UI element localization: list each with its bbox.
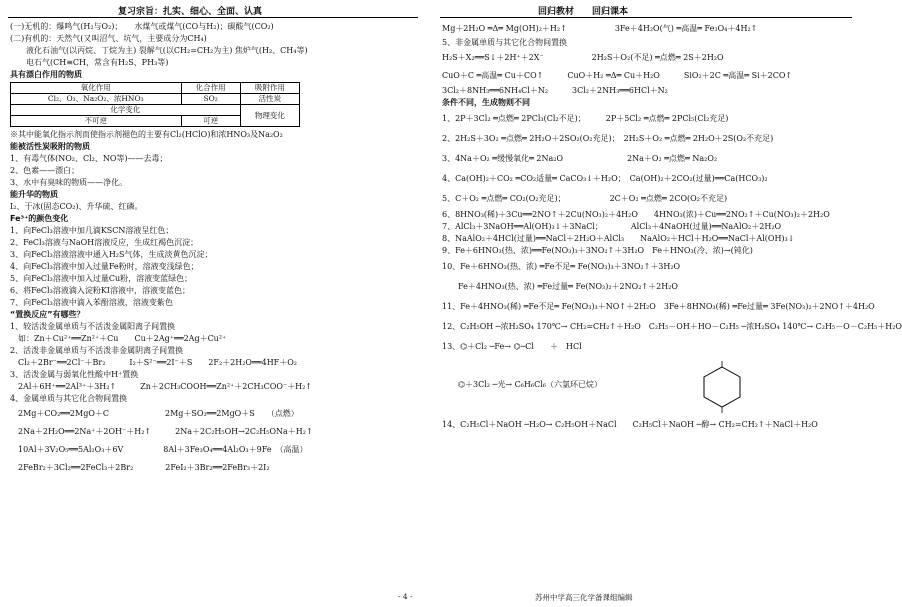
table-cell: 氧化作用 [11, 83, 182, 94]
equation-line: Fe＋4HNO₃(热、浓) ═Fe过量═ Fe(NO₃)₂＋2NO₂↑＋2H₂O [442, 282, 678, 291]
header-rule-left [8, 17, 418, 18]
footer-credit: 苏州中学高三化学备课组编辑 [535, 593, 633, 602]
list-item: 1、较活泼金属单质与不活泼金属阳离子间置换 [10, 322, 176, 331]
list-item: 1、向FeCl₃溶液中加几滴KSCN溶液呈红色； [10, 226, 174, 235]
equation-line: 1、2P＋3Cl₂ ═点燃═ 2PCl₃(Cl₂不足)； 2P＋5Cl₂ ═点燃═ 2PCl₅(Cl₂充足) [442, 114, 729, 123]
list-item: 10Al＋3V₂O₅══5Al₂O₃＋6V 8Al＋3Fe₃O₄══4Al₂O₃＋9Fe （高温） [10, 445, 308, 454]
list-item: 2Al＋6H⁺══2Al³⁺＋3H₂↑ Zn＋2CH₃COOH══Zn²⁺＋2CH₃COO⁻＋H₂↑ [10, 382, 313, 391]
equation-line: 7、AlCl₃＋3NaOH══Al(OH)₃↓＋3NaCl； AlCl₃＋4NaOH(过量)══NaAlO₂＋2H₂O [442, 222, 782, 231]
list-item: 3、水中有臭味的物质——净化。 [10, 178, 128, 187]
list-item: 3、向FeCl₃溶液溶液中通入H₂S气体，生成淡黄色沉淀； [10, 250, 213, 259]
gas-line-4: 电石气(CH≡CH，常含有H₂S、PH₃等) [10, 58, 169, 67]
table-cell: 活性炭 [240, 94, 299, 105]
cyclohexane-ring-icon [692, 359, 752, 415]
list-item: 7、向FeCl₃溶液中滴入苯酚溶液，溶液变紫色 [10, 298, 173, 307]
list-item: 2、色素——漂白； [10, 166, 80, 175]
list-item: 2、FeCl₃溶液与NaOH溶液反应，生成红褐色沉淀； [10, 238, 199, 247]
table-cell: 化学变化 [11, 105, 241, 116]
list-item: 3、活泼金属与弱氧化性酸中H⁺置换 [10, 370, 139, 379]
list-item: 2FeBr₂＋3Cl₂══2FeCl₃＋2Br₂ 2FeI₂＋3Br₂══2FeBr₃＋2I₂ [10, 463, 270, 472]
list-item: 如：Zn＋Cu²⁺══Zn²⁺＋Cu Cu＋2Ag⁺══2Ag＋Cu²⁺ [10, 334, 227, 343]
gas-line-3: 液化石油气(以丙烷、丁烷为主) 裂解气(以CH₂=CH₂为主) 焦炉气(H₂、CH₄等) [10, 46, 308, 55]
carbon-heading: 能被活性炭吸附的物质 [10, 142, 90, 151]
equation-line: 8、NaAlO₂＋4HCl(过量)══NaCl＋2H₂O＋AlCl₃ NaAlO₂＋HCl＋H₂O══NaCl＋Al(OH)₃↓ [442, 234, 795, 243]
replace-heading: “置换反应”有哪些？ [10, 310, 85, 319]
table-cell: 化合作用 [181, 83, 240, 94]
gas-line-1: (一)无机的：爆鸣气(H₂与O₂)； 水煤气或煤气(CO与H₂)；碳酸气(CO₂) [10, 22, 274, 31]
equation-line: H₂S＋X₂══S↓＋2H⁺＋2X⁻ 2H₂S＋O₂(不足) ═点燃═ 2S＋2H₂O [442, 53, 724, 62]
header-right: 回归教材 回归课本 [538, 7, 629, 17]
bleach-note: ※其中能氧化指示剂而使指示剂褪色的主要有Cl₂(HClO)和浓HNO₃及Na₂O₂ [10, 130, 283, 139]
sublime-heading: 能升华的物质 [10, 190, 58, 199]
equation-line: Mg＋2H₂O ═Δ═ Mg(OH)₂＋H₂↑ 3Fe＋4H₂O(气) ═高温═ Fe₃O₄＋4H₂↑ [442, 24, 758, 33]
list-item: 2Mg＋CO₂══2MgO＋C 2Mg＋SO₂══2MgO＋S （点燃） [10, 409, 299, 418]
cond-heading: 条件不同，生成物则不同 [442, 98, 530, 107]
equation-line: 13、⌬＋Cl₂ ─Fe→ ⌬─Cl ＋ HCl [442, 342, 582, 351]
equation-line: 11、Fe＋4HNO₃(稀) ═Fe不足═ Fe(NO₃)₃＋NO↑＋2H₂O 3Fe＋8HNO₃(稀) ═Fe过量═ 3Fe(NO₃)₂＋2NO↑＋4H₂O [442, 302, 875, 311]
bleach-table [10, 82, 300, 127]
sublime-text: I₂、干冰(固态CO₂)、升华硫、红磷。 [10, 202, 143, 211]
equation-line: 4、Ca(OH)₂＋CO₂ ═CO₂适量═ CaCO₃↓＋H₂O； Ca(OH)₂＋2CO₂(过量)══Ca(HCO₃)₂ [442, 174, 768, 183]
header-rule-right [440, 17, 852, 18]
equation-line: 6、8HNO₃(稀)＋3Cu══2NO↑＋2Cu(NO₃)₂＋4H₂O 4HNO₃(浓)＋Cu══2NO₂↑＋Cu(NO₃)₂＋2H₂O [442, 210, 830, 219]
equation-line: 3Cl₂＋8NH₃══6NH₄Cl＋N₂ 3Cl₂＋2NH₃══6HCl＋N₂ [442, 86, 668, 95]
equation-line: 5、C＋O₂ ═点燃═ CO₂(O₂充足)； 2C＋O₂ ═点燃═ 2CO(O₂不充足) [442, 194, 728, 203]
equation-line: 2、2H₂S＋3O₂ ═点燃═ 2H₂O＋2SO₂(O₂充足)； 2H₂S＋O₂ ═点燃═ 2H₂O＋2S(O₂不充足) [442, 134, 774, 143]
list-item: Cl₂＋2Br⁻══2Cl⁻＋Br₂ I₂＋S²⁻══2I⁻＋S 2F₂＋2H₂O══4HF＋O₂ [10, 358, 297, 367]
fe3-heading: Fe³⁺的颜色变化 [10, 214, 69, 223]
gas-line-2: (二)有机的：天然气(又叫沼气、坑气，主要成分为CH₄) [10, 34, 207, 43]
equation-line: 14、C₂H₅Cl＋NaOH ─H₂O→ C₂H₅OH＋NaCl C₂H₅Cl＋NaOH ─醇→ CH₂=CH₂↑＋NaCl＋H₂O [442, 420, 818, 429]
list-item: 2Na＋2H₂O══2Na⁺＋2OH⁻＋H₂↑ 2Na＋2C₂H₅OH→2C₂H₅ONa＋H₂↑ [10, 427, 313, 436]
list-item: 4、向FeCl₃溶液中加入过量Fe粉时，溶液变浅绿色； [10, 262, 199, 271]
equation-line: 10、Fe＋6HNO₃(热、浓) ═Fe不足═ Fe(NO₃)₃＋3NO₂↑＋3H₂O [442, 262, 681, 271]
list-item: 1、有毒气体(NO₂、Cl₂、NO等)——去毒； [10, 154, 168, 163]
equation-line: 3、4Na＋O₂ ═缓慢氧化═ 2Na₂O 2Na＋O₂ ═点燃═ Na₂O₂ [442, 154, 718, 163]
section-line: 5、非金属单质与其它化合物间置换 [442, 38, 568, 47]
list-item: 6、将FeCl₃溶液滴入淀粉KI溶液中，溶液变蓝色； [10, 286, 190, 295]
list-item: 5、向FeCl₃溶液中加入过量Cu粉，溶液变蓝绿色； [10, 274, 193, 283]
table-cell: Cl₂、O₃、Na₂O₂、浓HNO₃ [11, 94, 182, 105]
page-number: - 4 - [398, 592, 413, 601]
table-cell: SO₂ [181, 94, 240, 105]
equation-line: 9、Fe＋6HNO₃(热、浓)══Fe(NO₃)₃＋3NO₂↑＋3H₂O Fe＋HNO₃(冷、浓)→(钝化) [442, 246, 753, 255]
right-column [442, 21, 902, 433]
equation-line: 12、C₂H₅OH ─浓H₂SO₄ 170℃→ CH₂=CH₂↑＋H₂O C₂H₅－OH＋HO－C₂H₅ ─浓H₂SO₄ 140℃→ C₂H₅－O－C₂H₅＋H₂O [442, 322, 902, 331]
table-cell: 不可逆 [11, 116, 182, 127]
equation-line: CuO＋C ═高温═ Cu＋CO↑ CuO＋H₂ ═Δ═ Cu＋H₂O SiO₂＋2C ═高温═ Si＋2CO↑ [442, 71, 793, 80]
list-item: 4、金属单质与其它化合物间置换 [10, 394, 128, 403]
table-cell: 物理变化 [240, 105, 299, 127]
table-cell: 可逆 [181, 116, 240, 127]
equation-line: ⌬＋3Cl₂ ─光→ C₆H₆Cl₆（六氯环已烷） [442, 380, 602, 389]
left-column [10, 21, 418, 477]
table-cell: 吸附作用 [240, 83, 299, 94]
header-left: 复习宗旨：扎实、细心、全面、认真 [118, 7, 263, 17]
structure-block [442, 357, 852, 417]
list-item: 2、活泼非金属单质与不活泼非金属阴离子间置换 [10, 346, 184, 355]
bleach-heading: 具有漂白作用的物质 [10, 70, 82, 79]
